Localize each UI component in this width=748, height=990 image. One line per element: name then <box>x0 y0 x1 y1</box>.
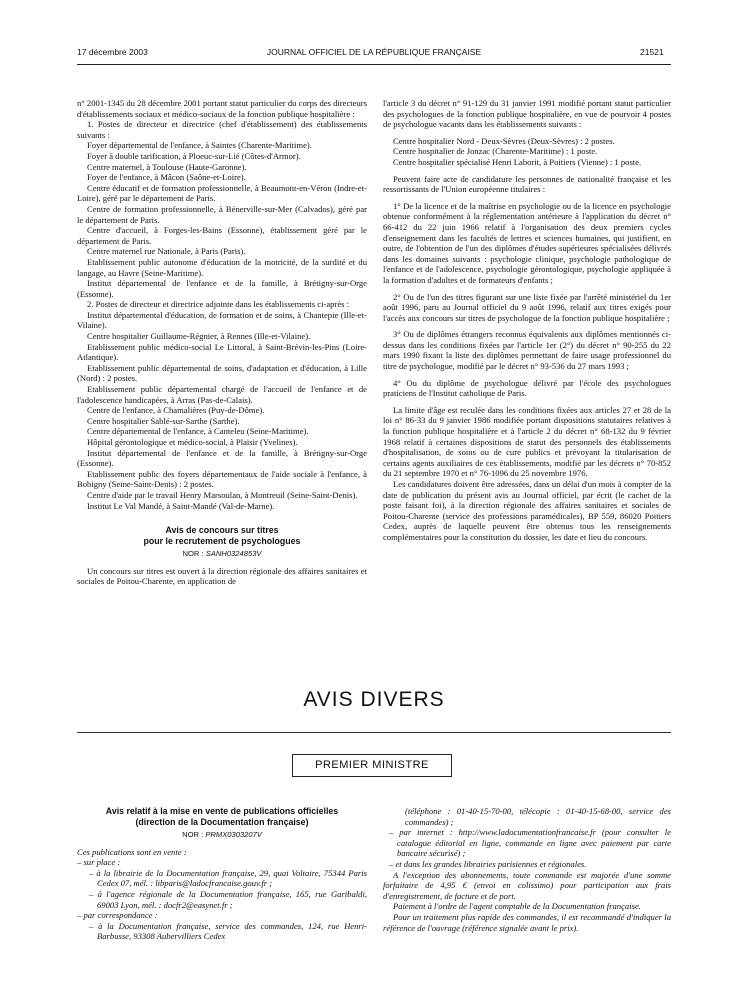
list-item: Etablissement public départemental de soins, d'adaptation et d'éducation, à Lille (Nord) : 2 postes. <box>77 362 367 384</box>
list-item: Etablissement public médico-social Le Littoral, à Saint-Brévin-les-Pins (Loire-Atlantique). <box>77 341 367 363</box>
list-item: Hôpital gérontologique et médico-social, à Plaisir (Yvelines). <box>87 437 298 447</box>
paragraph: A l'exception des abonnements, toute commande est majorée d'une somme forfaitaire de 4,95 € (envoi en colissimo) pour participation aux frais d'enregistrement, de facture et de port. <box>383 869 671 901</box>
list-item: Institut Le Val Mandé, à Saint-Mandé (Val-de-Marne). <box>87 500 275 511</box>
paragraph: 1° De la licence et de la maîtrise en psychologie ou de la licence en psychologie obtenue conformément à la réglementation antérieure à l'application du décret n° 66-412 du 22 juin 1966 relatif à l'organisation des deux premiers cycles d'enseignement dans les facultés de lettres et sciences humaines, qui justifient, en outre, de l'obtention de l'un des diplômes d'études supérieures spécialisées délivrés dans les domaines suivants : psychologie clinique, psychologie pathologique de l'enfance et de l'adolescence, psychologie gérontologique, psychologie appliquée à la formation d'adultes et de formateurs d'enfants ; <box>383 200 671 285</box>
list-item: Institut départemental de l'enfance et de la famille, à Brétigny-sur-Orge (Essonne). <box>77 447 367 469</box>
list-item: Centre maternel, à Toulouse (Haute-Garonne). <box>87 161 247 172</box>
header-journal-title: JOURNAL OFFICIEL DE LA RÉPUBLIQUE FRANÇAISE <box>266 47 482 57</box>
vente-title-line1: Avis relatif à la mise en vente de publications officielles <box>105 806 339 816</box>
list-item: Etablissement public départemental chargé de l'accueil de l'enfance et de l'adolescence handicapées, à Arras (Pas-de-Calais). <box>77 384 367 405</box>
paragraph: Les candidatures doivent être adressées, dans un délai d'un mois à compter de la date de publication du présent avis au Journal officiel, par écrit (le cachet de la poste faisant foi), à la direction régionale des affaires sanitaires et sociales de Poitou-Charente (service des professions paramédicales), BP 559, 86020 Poitiers Cedex, auprès de laquelle peuvent être obtenus tous les renseignements complémentaires pour la constitution du dossier, les date et lieu du concours. <box>383 479 671 542</box>
list-item: Centre maternel rue Nationale, à Paris (Paris). <box>87 246 246 257</box>
nor-code: PRMX0303207V <box>205 830 262 839</box>
paragraph: La limite d'âge est reculée dans les conditions fixées aux articles 27 et 28 de la loi n° 86-33 du 9 janvier 1986 modifiée portant dispositions statutaires relatives à la fonction publique hospitalière et à l'article 2 du décret n° 68-132 du 9 février 1968 relatif à certaines dispositions de statut des personnels des établissements d'hospitalisation, de soins ou de cure publics et prévoyant la titularisation de certains agents auxiliaires de ces établissements, modifié par les décrets n° 70-852 du 21 septembre 1970 et n° 76-1096 du 25 novembre 1976. <box>383 404 671 479</box>
list-item: – et dans les grandes librairies parisiennes et régionales. <box>389 858 587 869</box>
header-rule <box>77 64 671 65</box>
list-item: Foyer départemental de l'enfance, à Saintes (Charente-Maritime). <box>87 140 312 151</box>
paragraph: Un concours sur titres est ouvert à la direction régionale des affaires sanitaires et sociales de Poitou-Charente, en application de <box>77 565 367 587</box>
list-item: Centre d'accueil, à Forges-les-Bains (Essonne), établissement géré par le département de Paris. <box>77 225 367 246</box>
paragraph: Peuvent faire acte de candidature les personnes de nationalité française et les ressortissants de l'Union européenne titulaires : <box>383 173 671 195</box>
nor-label: NOR : <box>182 830 204 839</box>
paragraph: 2° Ou de l'un des titres figurant sur une liste fixée par l'arrêté ministériel du 1er août 1996, paru au Journal officiel du 9 août 1996, relatif aux titres exigés pour l'accès aux concours sur titres de psychologue de la fonction publique hospitalière ; <box>383 291 671 323</box>
list-item: Etablissement public des foyers départementaux de l'aide sociale à l'enfance, à Bobigny (Seine-Saint-Denis) : 2 postes. <box>77 468 367 490</box>
concours-title-line1: Avis de concours sur titres <box>165 525 279 536</box>
list-item: Centre hospitalier Sablé-sur-Sarthe (Sarthe). <box>87 415 240 426</box>
paragraph: 2. Postes de directeur et directrice adjointe dans les établissements ci-après : <box>87 299 350 310</box>
right-column <box>383 98 671 543</box>
concours-title-line2: pour le recrutement de psychologues <box>143 535 301 546</box>
list-item: Institut départemental d'éducation, de formation et de soins, à Chantepie (Ille-et-Vilaine). <box>77 309 367 331</box>
paragraph: 3° Ou de diplômes étrangers reconnus équivalents aux diplômes mentionnés ci-dessus dans les conditions fixées par l'article 1er (2°) du décret n° 90-255 du 22 mars 1990 fixant la liste des diplômes permettant de faire usage professionnel du titre de psychologue, modifié par le décret n° 93-536 du 27 mars 1993 ; <box>383 329 671 372</box>
list-item: – à l'agence régionale de la Documentation française, 165, rue Garibaldi, 69003 Lyon, mél. : docfr2@easynet.fr ; <box>89 888 367 910</box>
list-item: Centre hospitalier de Jonzac (Charente-Maritime) : 1 poste. <box>393 146 598 157</box>
list-item: – à la Documentation française, service des commandes, 124, rue Henri-Barbusse, 93308 Aubervilliers Cedex <box>89 920 367 942</box>
list-item: Centre éducatif et de formation professionnelle, à Beaumont-en-Véron (Indre-et-Loire), géré par le département de Paris. <box>77 182 367 204</box>
paragraph: n° 2001-1345 du 28 décembre 2001 portant statut particulier du corps des directeurs d'établissements sociaux et médico-sociaux de la fonction publique hospitalière : <box>77 98 367 119</box>
concours-nor <box>77 549 367 560</box>
premier-ministre-box: PREMIER MINISTRE <box>292 754 452 777</box>
section-rule <box>77 732 671 733</box>
nor-label: NOR : <box>182 549 204 559</box>
vente-right-column <box>383 806 671 933</box>
paragraph: Ces publications sont en vente : <box>77 846 187 857</box>
list-item: Foyer à double tarification, à Ploeuc-sur-Lié (Côtes-d'Armor). <box>87 150 301 161</box>
list-item: Centre départemental de l'enfance, à Canteleu (Seine-Maritime). <box>87 426 309 437</box>
vente-nor <box>77 830 367 841</box>
list-item: Centre de formation professionnelle, à Bénerville-sur-Mer (Calvados), géré par le département de Paris. <box>77 203 367 225</box>
paragraph: Pour un traitement plus rapide des commandes, il est recommandé d'indiquer la référence de l'ouvrage (référence signalée avant le prix). <box>383 911 671 933</box>
list-item: Centre hospitalier Guillaume-Régnier, à Rennes (Ille-et-Vilaine). <box>87 331 311 342</box>
list-item: Centre hospitalier spécialisé Henri Laborit, à Poitiers (Vienne) : 1 poste. <box>393 156 642 167</box>
left-column <box>77 98 367 587</box>
paragraph: Paiement à l'ordre de l'agent comptable de la Documentation française. <box>393 901 641 912</box>
list-item: Centre hospitalier Nord - Deux-Sèvres (Deux-Sèvres) : 2 postes. <box>393 135 615 146</box>
section-title-avis-divers: AVIS DIVERS <box>303 688 445 711</box>
paragraph: 1. Postes de directeur et directrice (chef d'établissement) des établissements suivants : <box>77 119 367 140</box>
list-item: – par internet : http://www.ladocumentationfrancaise.fr (pour consulter le catalogue éditorial en ligne, commande en ligne avec paiement par carte bancaire sécurisé) ; <box>389 827 671 859</box>
header-date: 17 décembre 2003 <box>77 47 148 57</box>
list-item: – par correspondance : <box>77 910 158 921</box>
paragraph: l'article 3 du décret n° 91-129 du 31 janvier 1991 modifié portant statut particulier des psychologues de la fonction publique hospitalière, en vue de pourvoir 4 postes de psychologue vacants dans les établissements suivants : <box>383 98 671 130</box>
list-item: Centre d'aide par le travail Henry Marsoulan, à Montreuil (Seine-Saint-Denis). <box>87 489 358 500</box>
header-page-number: 21521 <box>640 47 664 57</box>
vente-title-line2: (direction de la Documentation française) <box>135 816 309 827</box>
paragraph: 4° Ou du diplôme de psychologue délivré par l'école des psychologues praticiens de l'Institut catholique de Paris. <box>383 377 671 399</box>
nor-code: SANH0324853V <box>205 549 262 559</box>
list-item: – à la librairie de la Documentation française, 29, quai Voltaire, 75344 Paris Cedex 07, mél. : libparis@ladocfrancaise.gouv.fr ; <box>89 867 367 889</box>
list-item: Centre de l'enfance, à Chamalières (Puy-de-Dôme). <box>87 405 265 416</box>
paragraph: (téléphone : 01-40-15-70-00, télécopie : 01-40-15-68-00, service des commandes) ; <box>405 806 671 827</box>
list-item: Etablissement public autonome d'éducation de la motricité, de la surdité et du langage, au Havre (Seine-Maritime). <box>77 256 367 278</box>
list-item: Foyer de l'enfance, à Mâcon (Saône-et-Loire). <box>87 172 246 183</box>
list-item: – sur place : <box>77 857 121 868</box>
vente-left-column <box>77 806 367 942</box>
list-item: Institut départemental de l'enfance et de la famille, à Brétigny-sur-Orge (Essonne). <box>77 278 367 299</box>
